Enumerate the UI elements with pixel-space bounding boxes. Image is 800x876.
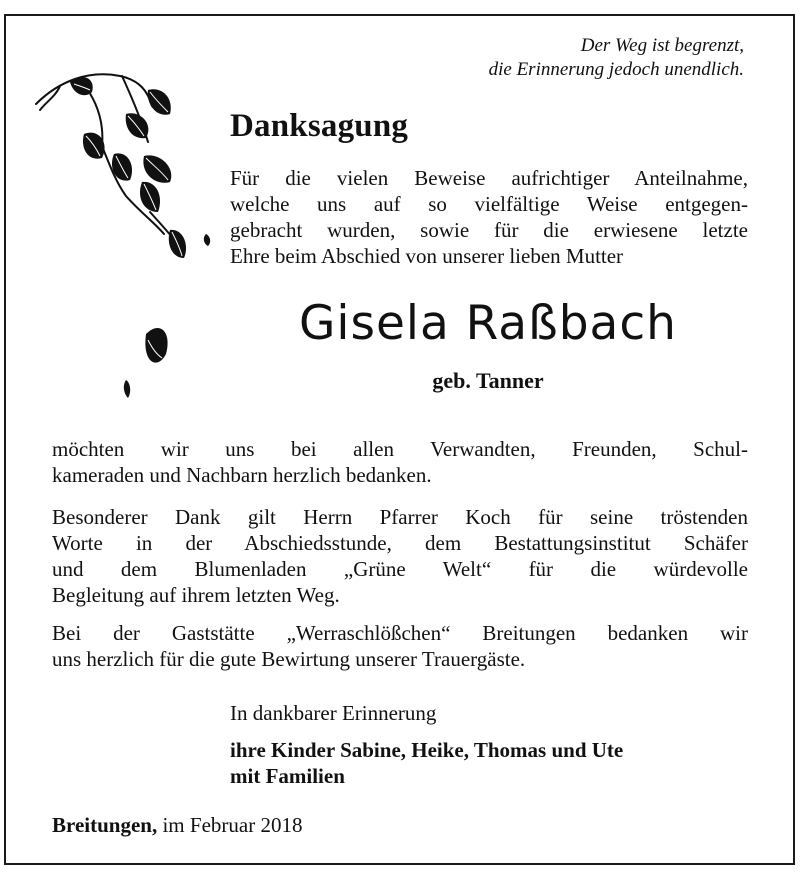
leaf-branch-icon (30, 62, 230, 402)
intro-line: Ehre beim Abschied von unserer lieben Mutter (230, 244, 624, 268)
paragraph-line: Besonderer Dank gilt Herrn Pfarrer Koch für seine tröstenden (52, 505, 748, 529)
motto-quote (489, 34, 744, 82)
birth-name: geb. Tanner (432, 368, 544, 393)
signers-line-2: mit Familien (230, 764, 345, 788)
notice-title: Danksagung (230, 108, 409, 144)
intro-line: Für die vielen Beweise aufrichtiger Anteilnahme, (230, 166, 748, 190)
signers-block (230, 737, 623, 789)
closing-phrase: In dankbarer Erinnerung (230, 701, 437, 725)
motto-line-1: Der Weg ist begrenzt, (580, 35, 744, 56)
thanks-paragraph-2 (52, 504, 748, 608)
paragraph-line: kameraden und Nachbarn herzlich bedanken. (52, 463, 432, 487)
place-date (52, 813, 302, 838)
thanks-paragraph-3 (52, 620, 748, 672)
paragraph-line: Bei der Gaststätte „Werraschlößchen“ Breitungen bedanken wir (52, 621, 748, 645)
paragraph-line: uns herzlich für die gute Bewirtung unserer Trauergäste. (52, 647, 526, 671)
place-date-text: im Februar 2018 (162, 813, 303, 837)
motto-line-2: die Erinnerung jedoch unendlich. (488, 59, 744, 80)
paragraph-line: Worte in der Abschiedsstunde, dem Bestattungsinstitut Schäfer (52, 531, 748, 555)
deceased-name: Gisela Raßbach (299, 296, 677, 351)
signers-line-1: ihre Kinder Sabine, Heike, Thomas und Ute (230, 738, 624, 762)
intro-text (230, 165, 748, 269)
place-town: Breitungen, (52, 813, 158, 837)
paragraph-line: und dem Blumenladen „Grüne Welt“ für die würdevolle (52, 557, 748, 581)
paragraph-line: möchten wir uns bei allen Verwandten, Freunden, Schul- (52, 437, 748, 461)
paragraph-line: Begleitung auf ihrem letzten Weg. (52, 583, 340, 607)
intro-line: welche uns auf so vielfältige Weise entgegen- (230, 192, 748, 216)
intro-line: gebracht wurden, sowie für die erwiesene letzte (230, 218, 748, 242)
thanks-paragraph-1 (52, 436, 748, 488)
